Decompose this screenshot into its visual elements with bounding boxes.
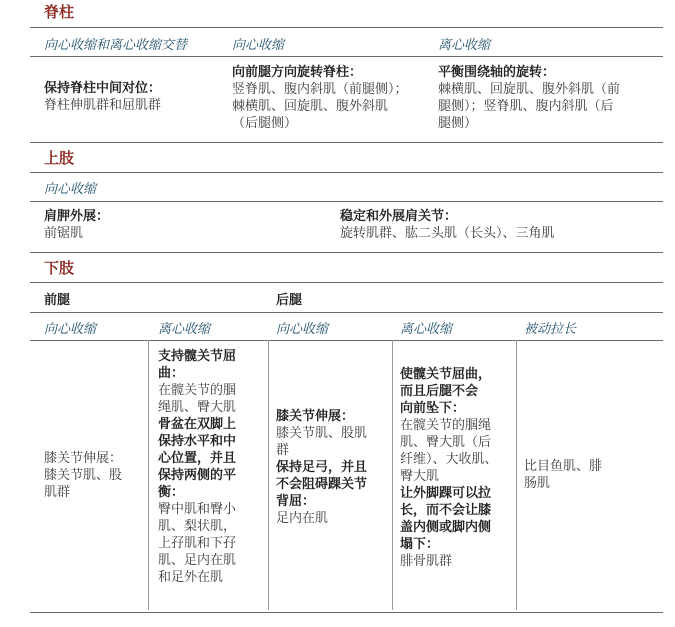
divider [30, 172, 663, 173]
cell-line: 肌群 [44, 485, 71, 500]
cell-bold-line: 背屈： [276, 494, 316, 509]
spine-alternating-heading: 保持脊柱中间对位： [44, 81, 162, 96]
cell-line: 肌、臀大肌（后 [400, 435, 492, 450]
column-divider [148, 340, 149, 610]
spine-eccentric-line: 棘横肌、回旋肌、腹外斜肌（前 [438, 82, 621, 97]
cell-bold-line: 保持足弓，并且 [276, 460, 368, 475]
cell-line: 膝关节肌、股肌 [276, 426, 368, 441]
spine-header-alternating: 向心收缩和离心收缩交替 [44, 38, 188, 53]
lower-front-concentric-heading: 膝关节伸展： [44, 451, 123, 466]
cell-line: 纤维）、大收肌、 [400, 452, 498, 467]
divider [30, 282, 663, 283]
cell-bold-line: 心位置，并且 [158, 451, 237, 466]
spine-eccentric-heading: 平衡围绕轴的旋转： [438, 65, 556, 80]
cell-line: 肌、足内在肌 [158, 553, 237, 568]
spine-header-concentric: 向心收缩 [232, 38, 285, 53]
cell-bold-line: 塌下： [400, 537, 440, 552]
upper-scapula-heading: 肩胛外展： [44, 209, 110, 224]
cell-line: 臀中肌和臀小 [158, 502, 237, 517]
back-leg-label: 后腿 [276, 293, 303, 308]
cell-line: 在髋关节的腘绳 [400, 418, 492, 433]
cell-bold-line: 骨盆在双脚上 [158, 417, 237, 432]
spine-col-eccentric [438, 64, 658, 132]
cell-bold-line: 保持两侧的平 [158, 468, 237, 483]
cell-line: 足内在肌 [276, 511, 329, 526]
upper-shoulder-heading: 稳定和外展肩关节： [340, 209, 458, 224]
lower-header-back-concentric: 向心收缩 [276, 322, 329, 337]
spine-concentric-line: 棘横肌、回旋肌、腹外斜肌 [232, 99, 389, 114]
cell-bold-line: 曲： [158, 366, 185, 381]
upper-shoulder-text: 旋转肌群、肱二头肌（长头）、三角肌 [340, 226, 555, 241]
cell-line: 膝关节肌、股 [44, 468, 123, 483]
cell-line: 比目鱼肌、腓 [524, 459, 603, 474]
section-title-spine: 脊柱 [44, 3, 75, 21]
front-leg-label: 前腿 [44, 293, 71, 308]
divider [30, 27, 663, 28]
cell-line: 绳肌、臀大肌 [158, 400, 237, 415]
upper-shoulder [340, 208, 555, 242]
lower-header-back-eccentric: 离心收缩 [400, 322, 453, 337]
cell-line: 肠肌 [524, 476, 551, 491]
cell-line: 上孖肌和下孖 [158, 536, 237, 551]
lower-header-front-eccentric: 离心收缩 [158, 322, 211, 337]
spine-col-alternating [44, 80, 224, 114]
lower-passive-stretch-cell [524, 458, 654, 492]
lower-front-eccentric-cell [158, 348, 268, 586]
cell-bold-line: 保持水平和中 [158, 434, 237, 449]
cell-bold-line: 使髋关节屈曲， [400, 367, 492, 382]
cell-bold-line: 支持髋关节屈 [158, 349, 237, 364]
divider [30, 142, 663, 143]
divider [30, 340, 663, 341]
cell-line: 肌、梨状肌， [158, 519, 237, 534]
cell-bold-line: 盖内侧或脚内侧 [400, 520, 492, 535]
upper-scapula [44, 208, 109, 242]
cell-line: 臀大肌 [400, 469, 440, 484]
cell-bold-line: 不会阻碍踝关节 [276, 477, 368, 492]
lower-back-concentric-cell [276, 408, 392, 527]
section-title-upper-limb: 上肢 [44, 149, 75, 167]
column-divider [516, 340, 517, 610]
divider [30, 612, 663, 613]
cell-bold-line: 衡： [158, 485, 185, 500]
lower-header-front-concentric: 向心收缩 [44, 322, 97, 337]
spine-eccentric-line: 腿侧）；竖脊肌、腹内斜肌（后 [438, 99, 614, 114]
upper-scapula-text: 前锯肌 [44, 226, 84, 241]
cell-line: 在髋关节的腘 [158, 383, 237, 398]
divider [30, 201, 663, 202]
spine-eccentric-line: 腿侧） [438, 116, 478, 131]
cell-bold-line: 而且后腿不会 [400, 384, 479, 399]
divider [30, 252, 663, 253]
lower-front-concentric-cell [44, 450, 148, 501]
cell-line: 腓骨肌群 [400, 554, 453, 569]
cell-bold-line: 让外脚踝可以拉 [400, 486, 492, 501]
divider [30, 312, 663, 313]
spine-concentric-heading: 向前腿方向旋转脊柱： [232, 65, 363, 80]
upper-header-concentric: 向心收缩 [44, 182, 97, 197]
spine-header-eccentric: 离心收缩 [438, 38, 491, 53]
cell-bold-line: 向前坠下： [400, 401, 466, 416]
spine-alternating-text: 脊柱伸肌群和屈肌群 [44, 98, 162, 113]
lower-back-eccentric-cell [400, 366, 516, 570]
spine-concentric-line: （后腿侧） [232, 116, 298, 131]
divider [30, 56, 663, 57]
spine-concentric-line: 竖脊肌、腹内斜肌（前腿侧）； [232, 82, 408, 97]
column-divider [268, 340, 269, 610]
cell-line: 群 [276, 443, 290, 458]
cell-line: 和足外在肌 [158, 570, 224, 585]
cell-bold-line: 长，而不会让膝 [400, 503, 492, 518]
column-divider [392, 340, 393, 610]
lower-header-passive-stretch: 被动拉长 [524, 322, 577, 337]
cell-bold-line: 膝关节伸展： [276, 409, 355, 424]
spine-col-concentric [232, 64, 432, 132]
section-title-lower-limb: 下肢 [44, 259, 75, 277]
